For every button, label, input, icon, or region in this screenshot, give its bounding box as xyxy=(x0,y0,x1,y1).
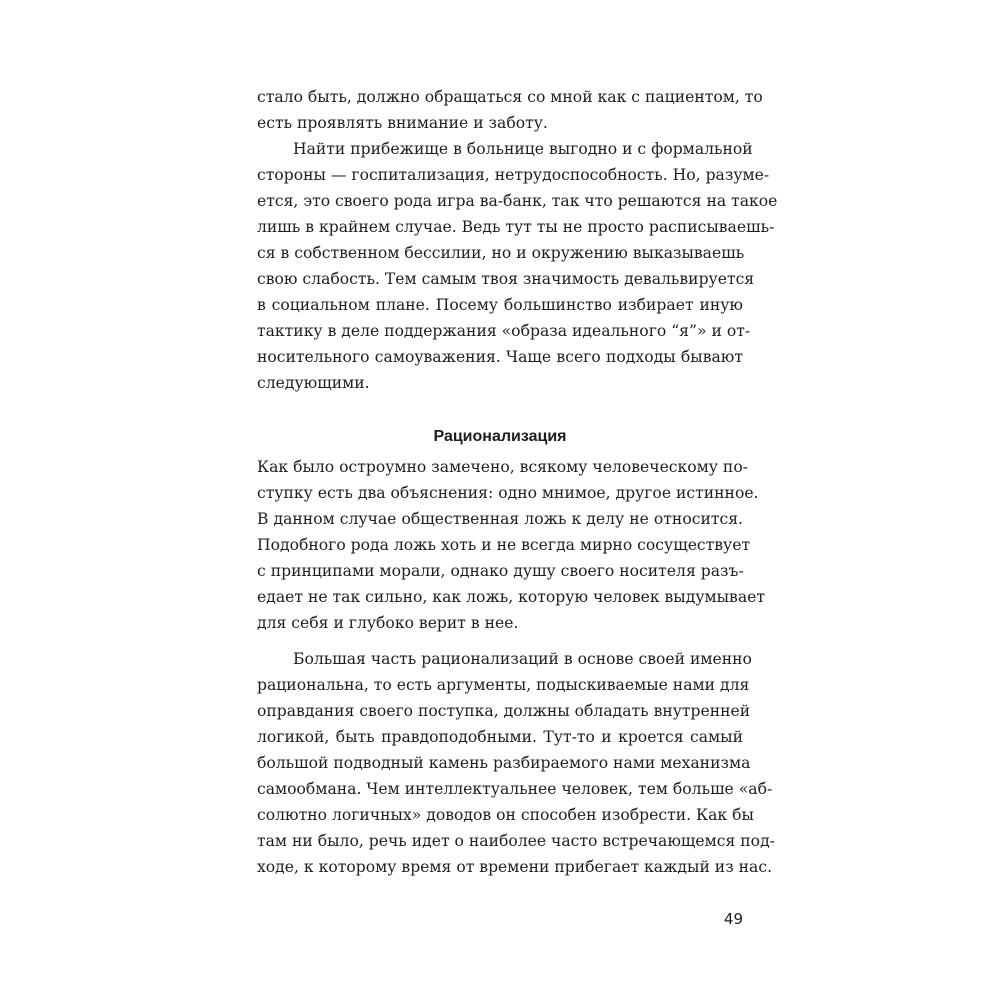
text-line: в социальном плане. Посему большинство избирает иную xyxy=(257,296,743,314)
text-line: есть проявлять внимание и заботу. xyxy=(257,114,548,132)
text-block-paragraph xyxy=(257,646,775,880)
text-line: логикой, быть правдоподобными. Тут-то и кроется самый xyxy=(257,728,743,746)
text-line: едает не так сильно, как ложь, которую человек выдумывает xyxy=(257,588,765,606)
text-line: стороны — госпитализация, нетрудоспособность. Но, разуме- xyxy=(257,166,770,184)
text-line: Большая часть рационализаций в основе своей именно xyxy=(293,650,752,668)
text-block-intro xyxy=(257,84,778,396)
text-line: для себя и глубоко верит в нее. xyxy=(257,614,519,632)
text-line: носительного самоуважения. Чаще всего подходы бывают xyxy=(257,348,743,366)
text-line: рациональна, то есть аргументы, подыскиваемые нами для xyxy=(257,676,750,694)
text-line: оправдания своего поступка, должны обладать внутренней xyxy=(257,702,751,720)
text-line: стало быть, должно обращаться со мной как с пациентом, то xyxy=(257,88,763,106)
text-line: Как было остроумно замечено, всякому человеческому по- xyxy=(257,458,748,476)
text-line: следующими. xyxy=(257,374,370,392)
text-line: свою слабость. Тем самым твоя значимость девальвируется xyxy=(257,270,755,288)
page-number: 49 xyxy=(723,910,743,928)
text-line: Найти прибежище в больнице выгодно и с формальной xyxy=(293,140,753,158)
text-line: там ни было, речь идет о наиболее часто встречающемся под- xyxy=(257,832,775,850)
section-heading: Рационализация xyxy=(433,428,567,445)
text-line: ступку есть два объяснения: одно мнимое, другое истинное. xyxy=(257,484,759,502)
text-line: солютно логичных» доводов он способен изобрести. Как бы xyxy=(257,806,754,824)
text-line: самообмана. Чем интеллектуальнее человек, тем больше «аб- xyxy=(257,780,773,798)
text-line: с принципами морали, однако душу своего носителя разъ- xyxy=(257,562,744,580)
text-line: Подобного рода ложь хоть и не всегда мирно сосуществует xyxy=(257,536,751,554)
text-line: лишь в крайнем случае. Ведь тут ты не просто расписываешь- xyxy=(257,218,775,236)
text-line: ходе, к которому время от времени прибегает каждый из нас. xyxy=(257,858,773,876)
text-line: В данном случае общественная ложь к делу не относится. xyxy=(257,510,743,528)
text-block-section xyxy=(257,454,765,636)
text-line: ется, это своего рода игра ва-банк, так что решаются на такое xyxy=(257,192,778,210)
text-line: ся в собственном бессилии, но и окружению выказываешь xyxy=(257,244,745,262)
text-line: большой подводный камень разбираемого нами механизма xyxy=(257,754,751,772)
text-line: тактику в деле поддержания «образа идеального “я”» и от- xyxy=(257,322,751,340)
